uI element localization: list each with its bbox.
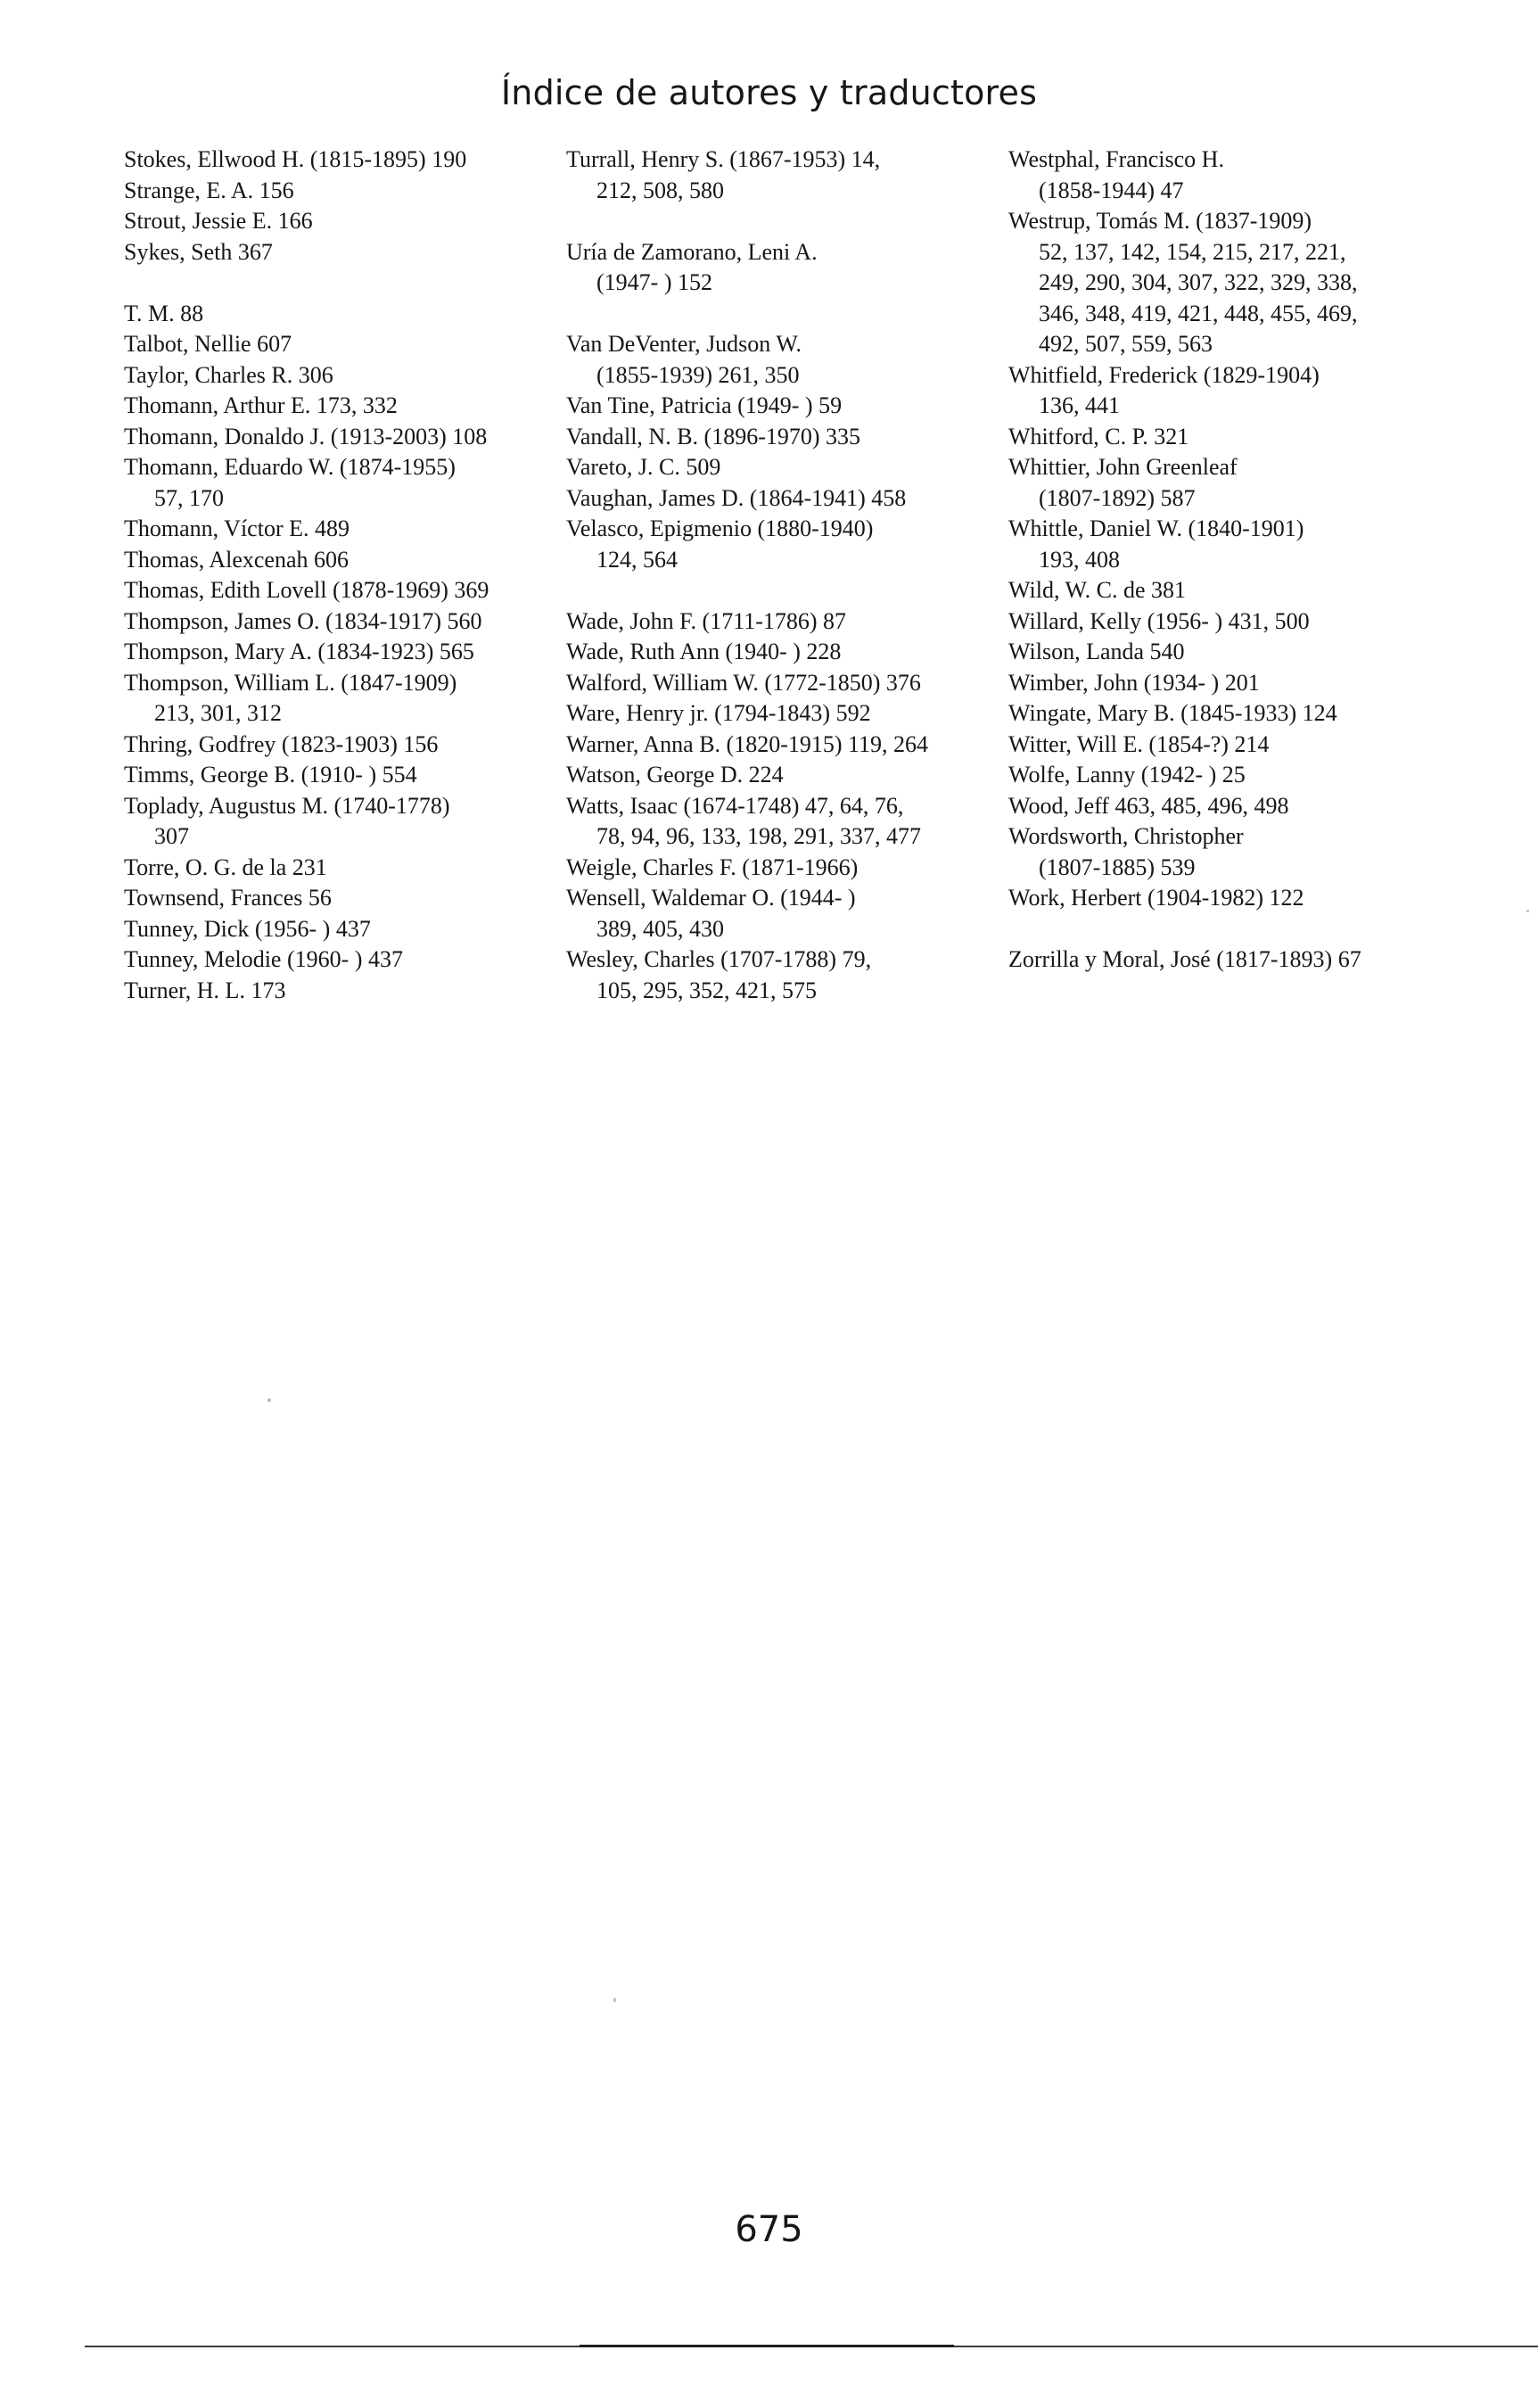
index-entry: Whitford, C. P. 321 xyxy=(1008,423,1189,449)
index-entry: Wimber, John (1934- ) 201 xyxy=(1008,669,1260,696)
index-entry: Wade, John F. (1711-1786) 87 xyxy=(566,607,847,634)
index-entry: Stokes, Ellwood H. (1815-1895) 190 xyxy=(124,146,467,172)
index-entry: Velasco, Epigmenio (1880-1940) 124, 564 xyxy=(566,515,874,573)
index-entry: Thompson, James O. (1834-1917) 560 xyxy=(124,607,482,634)
index-group xyxy=(1008,944,1436,976)
index-group xyxy=(566,329,985,575)
index-entry: Wood, Jeff 463, 485, 496, 498 xyxy=(1008,792,1289,819)
index-entry: Wolfe, Lanny (1942- ) 25 xyxy=(1008,762,1246,788)
index-entry: Wordsworth, Christopher (1807-1885) 539 xyxy=(1008,823,1244,880)
index-entry: Wingate, Mary B. (1845-1933) 124 xyxy=(1008,700,1337,726)
index-entry: Turner, H. L. 173 xyxy=(124,977,286,1003)
index-entry: Thomann, Víctor E. 489 xyxy=(124,515,350,541)
index-group xyxy=(1008,144,1436,914)
index-group xyxy=(566,606,985,1007)
index-entry: Witter, Will E. (1854-?) 214 xyxy=(1008,730,1270,757)
page-header: Índice de autores y traductores xyxy=(500,73,1038,112)
index-entry: Taylor, Charles R. 306 xyxy=(124,361,333,388)
index-entry: Willard, Kelly (1956- ) 431, 500 xyxy=(1008,607,1310,634)
index-column-2 xyxy=(566,144,985,1006)
index-entry: Work, Herbert (1904-1982) 122 xyxy=(1008,885,1304,911)
index-column-3 xyxy=(1008,144,1436,976)
index-entry: Whittier, John Greenleaf (1807-1892) 587 xyxy=(1008,454,1238,511)
page-number: 675 xyxy=(735,2209,803,2250)
index-entry: Talbot, Nellie 607 xyxy=(124,331,292,357)
index-entry: Thring, Godfrey (1823-1903) 156 xyxy=(124,730,439,757)
index-entry: Van Tine, Patricia (1949- ) 59 xyxy=(566,392,843,418)
index-entry: Tunney, Dick (1956- ) 437 xyxy=(124,915,371,942)
index-entry: Wilson, Landa 540 xyxy=(1008,639,1185,664)
index-entry: Walford, William W. (1772-1850) 376 xyxy=(566,669,921,696)
index-entry: Thompson, William L. (1847-1909) 213, 301, 312 xyxy=(124,669,457,726)
index-entry: Torre, O. G. de la 231 xyxy=(124,854,327,880)
scan-speck xyxy=(1526,910,1529,912)
index-entry: Wensell, Waldemar O. (1944- ) 389, 405, 430 xyxy=(566,885,856,942)
index-entry: Whitfield, Frederick (1829-1904) 136, 441 xyxy=(1008,361,1320,418)
index-entry: Watson, George D. 224 xyxy=(566,762,784,788)
index-entry: Zorrilla y Moral, José (1817-1893) 67 xyxy=(1008,946,1361,972)
index-group xyxy=(124,299,543,1007)
index-entry: Wild, W. C. de 381 xyxy=(1008,577,1187,603)
index-entry: Townsend, Frances 56 xyxy=(124,885,332,911)
index-entry: Toplady, Augustus M. (1740-1778) 307 xyxy=(124,792,450,849)
index-entry: Thomas, Edith Lovell (1878-1969) 369 xyxy=(124,577,489,603)
index-entry: Thompson, Mary A. (1834-1923) 565 xyxy=(124,639,474,664)
index-entry: Vareto, J. C. 509 xyxy=(566,454,721,480)
index-entry: Thomann, Eduardo W. (1874-1955) 57, 170 xyxy=(124,454,456,511)
index-entry: Westrup, Tomás M. (1837-1909) 52, 137, 142, 154, 215, 217, 221, 249, 290, 304, 307, 322, 329, 338, 346, 348, 419, 421, 448, 455, 469, 492, 507, 559, 563 xyxy=(1008,208,1358,357)
index-entry: Warner, Anna B. (1820-1915) 119, 264 xyxy=(566,730,929,757)
index-entry: Sykes, Seth 367 xyxy=(124,238,273,265)
scan-speck xyxy=(613,1998,616,2002)
scan-edge-rule-thick xyxy=(580,2345,954,2347)
index-entry: Strout, Jessie E. 166 xyxy=(124,208,313,234)
index-entry: T. M. 88 xyxy=(124,300,204,326)
index-entry: Tunney, Melodie (1960- ) 437 xyxy=(124,946,403,972)
index-entry: Wade, Ruth Ann (1940- ) 228 xyxy=(566,639,842,664)
index-entry: Vaughan, James D. (1864-1941) 458 xyxy=(566,484,907,511)
index-entry: Van DeVenter, Judson W. (1855-1939) 261, 350 xyxy=(566,331,802,388)
index-entry: Ware, Henry jr. (1794-1843) 592 xyxy=(566,700,871,726)
index-entry: Whittle, Daniel W. (1840-1901) 193, 408 xyxy=(1008,515,1304,573)
index-entry: Uría de Zamorano, Leni A. (1947- ) 152 xyxy=(566,238,818,295)
index-group xyxy=(566,144,985,206)
index-group xyxy=(566,237,985,299)
index-entry: Thomann, Arthur E. 173, 332 xyxy=(124,392,398,418)
index-entry: Westphal, Francisco H. (1858-1944) 47 xyxy=(1008,146,1224,203)
index-entry: Vandall, N. B. (1896-1970) 335 xyxy=(566,423,861,449)
index-entry: Wesley, Charles (1707-1788) 79, 105, 295, 352, 421, 575 xyxy=(566,946,872,1003)
index-group xyxy=(124,144,543,268)
index-entry: Strange, E. A. 156 xyxy=(124,177,294,203)
index-entry: Weigle, Charles F. (1871-1966) xyxy=(566,854,859,880)
index-entry: Watts, Isaac (1674-1748) 47, 64, 76, 78, 94, 96, 133, 198, 291, 337, 477 xyxy=(566,792,921,849)
index-entry: Timms, George B. (1910- ) 554 xyxy=(124,762,417,788)
scan-speck xyxy=(267,1398,271,1402)
index-column-1 xyxy=(124,144,543,1006)
index-entry: Thomann, Donaldo J. (1913-2003) 108 xyxy=(124,423,488,449)
index-entry: Thomas, Alexcenah 606 xyxy=(124,546,349,573)
index-entry: Turrall, Henry S. (1867-1953) 14, 212, 508, 580 xyxy=(566,146,881,203)
